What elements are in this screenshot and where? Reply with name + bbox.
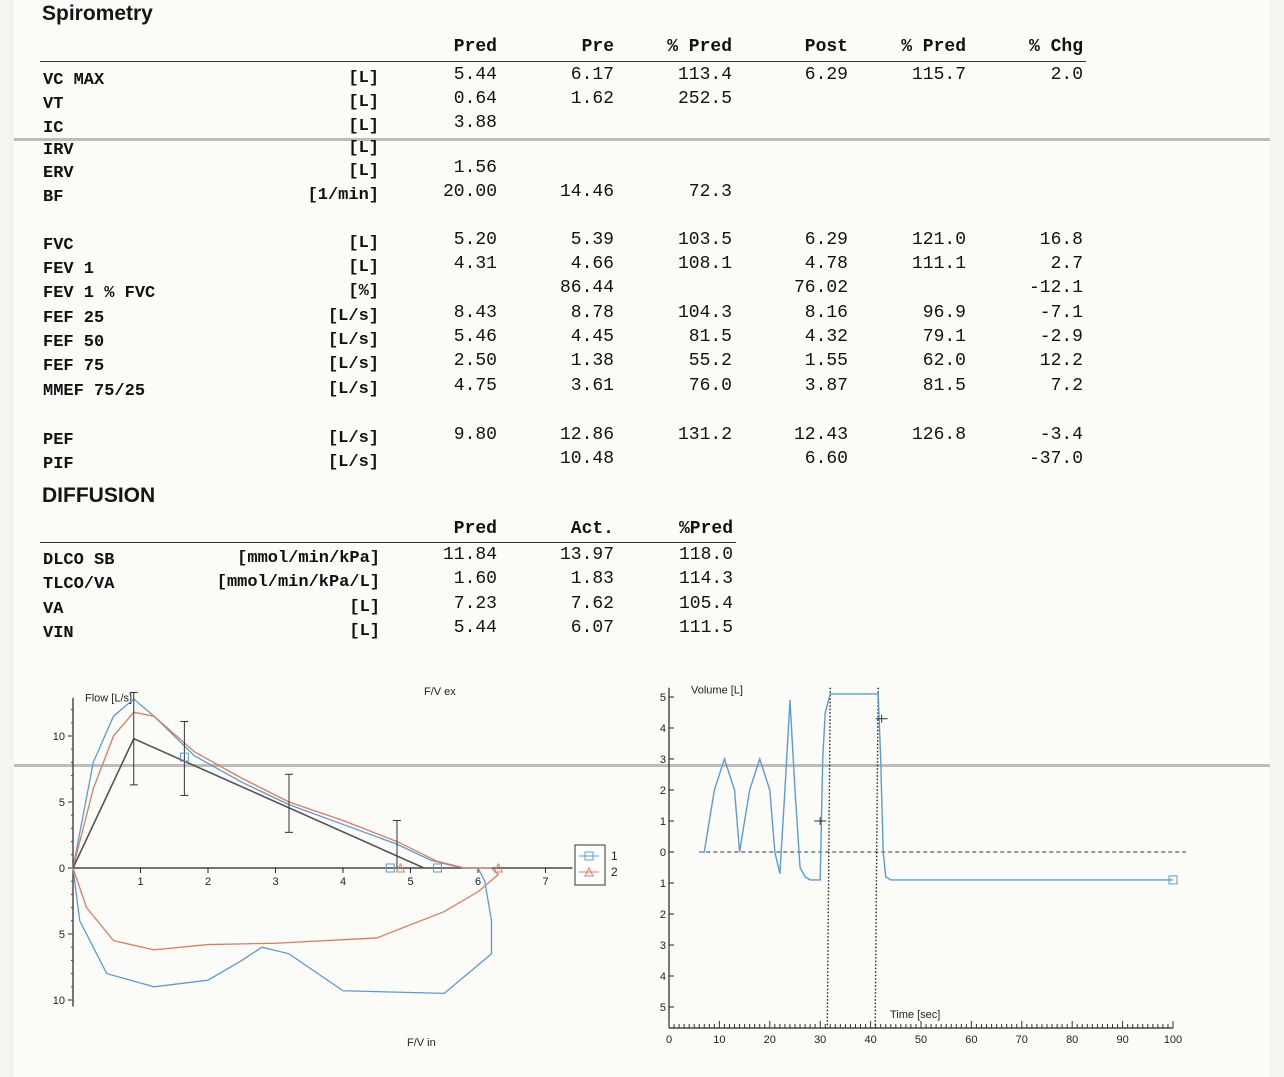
row-unit: [L/s] bbox=[327, 429, 379, 448]
value-cell: 7.23 bbox=[453, 594, 497, 614]
y-tick-label: 5 bbox=[659, 1002, 666, 1014]
y-axis-label: Flow [L/s] bbox=[85, 692, 133, 705]
value-cell: 3.61 bbox=[570, 376, 614, 396]
time-marker-t1 bbox=[827, 688, 830, 1028]
row-unit: [L] bbox=[349, 598, 380, 617]
x-tick-label: 10 bbox=[713, 1034, 726, 1046]
value-cell: 114.3 bbox=[678, 569, 733, 589]
value-cell: 108.1 bbox=[677, 254, 732, 274]
row-label: IRV bbox=[43, 141, 74, 160]
value-cell: 16.8 bbox=[1039, 230, 1083, 250]
row-unit: [1/min] bbox=[307, 186, 379, 205]
x-tick-label: 1 bbox=[137, 876, 144, 888]
value-cell: 81.5 bbox=[688, 327, 732, 347]
y-axis-label: Volume [L] bbox=[691, 684, 743, 697]
value-cell: 4.32 bbox=[804, 327, 848, 347]
value-cell: 3.87 bbox=[804, 376, 848, 396]
x-axis-label: Time [sec] bbox=[890, 1009, 941, 1021]
value-cell: 1.60 bbox=[453, 569, 497, 589]
row-unit: [L/s] bbox=[327, 380, 379, 399]
row-label: BF bbox=[43, 188, 64, 207]
row-unit: [L] bbox=[348, 117, 379, 136]
y-tick-label: 1 bbox=[659, 816, 666, 828]
x-tick-label: 80 bbox=[1066, 1034, 1079, 1046]
value-cell: 1.38 bbox=[570, 351, 614, 371]
legend-label-1: 1 bbox=[611, 849, 618, 863]
value-cell: 5.39 bbox=[570, 230, 614, 250]
x-tick-label: 3 bbox=[272, 876, 279, 888]
value-cell: 7.62 bbox=[570, 594, 614, 614]
column-header: Post bbox=[804, 37, 848, 57]
x-tick-label: 70 bbox=[1015, 1034, 1028, 1046]
value-cell: 20.00 bbox=[442, 182, 497, 202]
value-cell: 7.2 bbox=[1050, 376, 1083, 396]
y-tick-label: 5 bbox=[58, 797, 65, 809]
value-cell: 2.7 bbox=[1050, 254, 1083, 274]
x-tick-label: 50 bbox=[914, 1034, 928, 1046]
y-tick-label: 5 bbox=[659, 692, 666, 704]
value-cell: 103.5 bbox=[677, 230, 732, 250]
column-header: Pre bbox=[581, 37, 614, 57]
value-cell: 252.5 bbox=[677, 89, 732, 109]
y-tick-label: 4 bbox=[659, 723, 666, 735]
column-header: Act. bbox=[570, 519, 614, 539]
value-cell: 1.56 bbox=[453, 158, 497, 178]
row-unit: [L] bbox=[348, 139, 379, 158]
row-label: DLCO SB bbox=[43, 551, 115, 570]
x-tick-label: 5 bbox=[407, 876, 414, 888]
row-label: FEV 1 % FVC bbox=[43, 284, 156, 303]
row-unit: [L] bbox=[348, 162, 379, 181]
row-unit: [mmol/min/kPa/L] bbox=[216, 573, 380, 592]
row-label: PEF bbox=[43, 431, 74, 450]
row-unit: [L] bbox=[349, 622, 380, 641]
x-tick-label: 6 bbox=[474, 876, 482, 888]
value-cell: 3.88 bbox=[453, 113, 497, 133]
row-label: MMEF 75/25 bbox=[43, 382, 146, 401]
bottom-label: F/V in bbox=[407, 1037, 436, 1049]
value-cell: 0.64 bbox=[453, 89, 497, 109]
y-tick-label: 10 bbox=[52, 995, 65, 1007]
row-label: IC bbox=[43, 119, 64, 138]
x-tick-label: 30 bbox=[814, 1034, 827, 1046]
value-cell: 4.66 bbox=[570, 254, 614, 274]
value-cell: -3.4 bbox=[1039, 425, 1083, 445]
legend-label-2: 2 bbox=[611, 865, 618, 879]
value-cell: 121.0 bbox=[911, 230, 966, 250]
row-label: FEF 25 bbox=[43, 309, 105, 328]
x-tick-label: 0 bbox=[665, 1034, 673, 1046]
row-label: VT bbox=[43, 95, 64, 114]
row-unit: [%] bbox=[348, 282, 379, 301]
x-tick-label: 20 bbox=[763, 1034, 776, 1046]
column-header: % Chg bbox=[1028, 37, 1083, 57]
row-unit: [L] bbox=[348, 234, 379, 253]
value-cell: 111.1 bbox=[911, 254, 966, 274]
row-unit: [L/s] bbox=[327, 331, 379, 350]
value-cell: 8.43 bbox=[453, 303, 497, 323]
value-cell: 13.97 bbox=[559, 545, 614, 565]
value-cell: 105.4 bbox=[678, 594, 733, 614]
y-tick-label: 2 bbox=[659, 785, 666, 797]
row-label: TLCO/VA bbox=[43, 575, 115, 594]
x-tick-label: 4 bbox=[339, 876, 347, 888]
y-tick-label: 4 bbox=[659, 971, 666, 983]
y-tick-label: 3 bbox=[659, 754, 666, 766]
value-cell: 76.0 bbox=[688, 376, 732, 396]
value-cell: 12.2 bbox=[1039, 351, 1083, 371]
value-cell: 113.4 bbox=[677, 65, 732, 85]
x-tick-label: 60 bbox=[965, 1034, 978, 1046]
value-cell: 10.48 bbox=[559, 449, 614, 469]
value-cell: 115.7 bbox=[911, 65, 966, 85]
row-unit: [L/s] bbox=[327, 355, 379, 374]
value-cell: 5.44 bbox=[453, 65, 497, 85]
y-tick-label: 2 bbox=[659, 909, 666, 921]
value-cell: 96.9 bbox=[922, 303, 966, 323]
value-cell: 131.2 bbox=[677, 425, 732, 445]
y-tick-label: 0 bbox=[58, 863, 65, 875]
value-cell: 55.2 bbox=[688, 351, 732, 371]
value-cell: 4.78 bbox=[804, 254, 848, 274]
value-cell: 6.60 bbox=[804, 449, 848, 469]
row-label: FEF 50 bbox=[43, 333, 105, 352]
value-cell: 12.43 bbox=[793, 425, 848, 445]
column-header: % Pred bbox=[901, 37, 966, 57]
y-tick-label: 10 bbox=[52, 731, 65, 743]
value-cell: 4.31 bbox=[453, 254, 497, 274]
column-header: Pred bbox=[453, 519, 497, 539]
y-tick-label: 1 bbox=[659, 878, 666, 890]
spirometry-title: Spirometry bbox=[42, 2, 153, 25]
diffusion-title: DIFFUSION bbox=[42, 484, 156, 507]
value-cell: 12.86 bbox=[559, 425, 614, 445]
x-tick-label: 2 bbox=[204, 876, 212, 888]
x-tick-label: 40 bbox=[864, 1034, 877, 1046]
value-cell: 62.0 bbox=[922, 351, 966, 371]
value-cell: 11.84 bbox=[442, 545, 497, 565]
value-cell: -2.9 bbox=[1039, 327, 1083, 347]
value-cell: 81.5 bbox=[922, 376, 966, 396]
row-label: ERV bbox=[43, 164, 74, 183]
value-cell: 76.02 bbox=[793, 278, 848, 298]
value-cell: 8.78 bbox=[570, 303, 614, 323]
value-cell: 86.44 bbox=[559, 278, 614, 298]
x-tick-label: 90 bbox=[1116, 1034, 1129, 1046]
row-unit: [mmol/min/kPa] bbox=[237, 549, 380, 568]
row-unit: [L/s] bbox=[327, 307, 379, 326]
value-cell: 79.1 bbox=[922, 327, 966, 347]
value-cell: 2.50 bbox=[453, 351, 497, 371]
value-cell: 1.83 bbox=[570, 569, 614, 589]
row-label: VA bbox=[43, 600, 64, 619]
value-cell: 4.75 bbox=[453, 376, 497, 396]
row-unit: [L/s] bbox=[327, 453, 379, 472]
value-cell: 6.29 bbox=[804, 65, 848, 85]
column-header: % Pred bbox=[667, 37, 732, 57]
value-cell: -37.0 bbox=[1028, 449, 1083, 469]
value-cell: 6.29 bbox=[804, 230, 848, 250]
row-label: FEV 1 bbox=[43, 260, 95, 279]
value-cell: 5.46 bbox=[453, 327, 497, 347]
y-tick-label: 0 bbox=[659, 847, 666, 859]
value-cell: 6.07 bbox=[570, 618, 614, 638]
row-unit: [L] bbox=[348, 93, 379, 112]
time-marker-t2 bbox=[875, 688, 878, 1028]
value-cell: 111.5 bbox=[678, 618, 733, 638]
row-label: VIN bbox=[43, 624, 74, 643]
value-cell: 9.80 bbox=[453, 425, 497, 445]
y-tick-label: 5 bbox=[58, 929, 65, 941]
top-label: F/V ex bbox=[424, 686, 456, 698]
value-cell: 5.44 bbox=[453, 618, 497, 638]
y-tick-label: 3 bbox=[659, 940, 666, 952]
value-cell: 118.0 bbox=[678, 545, 733, 565]
value-cell: 4.45 bbox=[570, 327, 614, 347]
value-cell: 104.3 bbox=[677, 303, 732, 323]
column-header: %Pred bbox=[678, 519, 733, 539]
value-cell: 72.3 bbox=[688, 182, 732, 202]
value-cell: 1.55 bbox=[804, 351, 848, 371]
row-label: VC MAX bbox=[43, 71, 105, 90]
row-label: PIF bbox=[43, 455, 74, 474]
row-label: FEF 75 bbox=[43, 357, 105, 376]
value-cell: 126.8 bbox=[911, 425, 966, 445]
value-cell: 5.20 bbox=[453, 230, 497, 250]
value-cell: 14.46 bbox=[559, 182, 614, 202]
x-tick-label: 7 bbox=[542, 876, 549, 888]
value-cell: 2.0 bbox=[1050, 65, 1083, 85]
x-tick-label: 100 bbox=[1163, 1034, 1183, 1046]
value-cell: -7.1 bbox=[1039, 303, 1083, 323]
row-unit: [L] bbox=[348, 69, 379, 88]
value-cell: -12.1 bbox=[1028, 278, 1083, 298]
value-cell: 6.17 bbox=[570, 65, 614, 85]
row-unit: [L] bbox=[348, 258, 379, 277]
value-cell: 8.16 bbox=[804, 303, 848, 323]
row-label: FVC bbox=[43, 236, 74, 255]
column-header: Pred bbox=[453, 37, 497, 57]
value-cell: 1.62 bbox=[570, 89, 614, 109]
